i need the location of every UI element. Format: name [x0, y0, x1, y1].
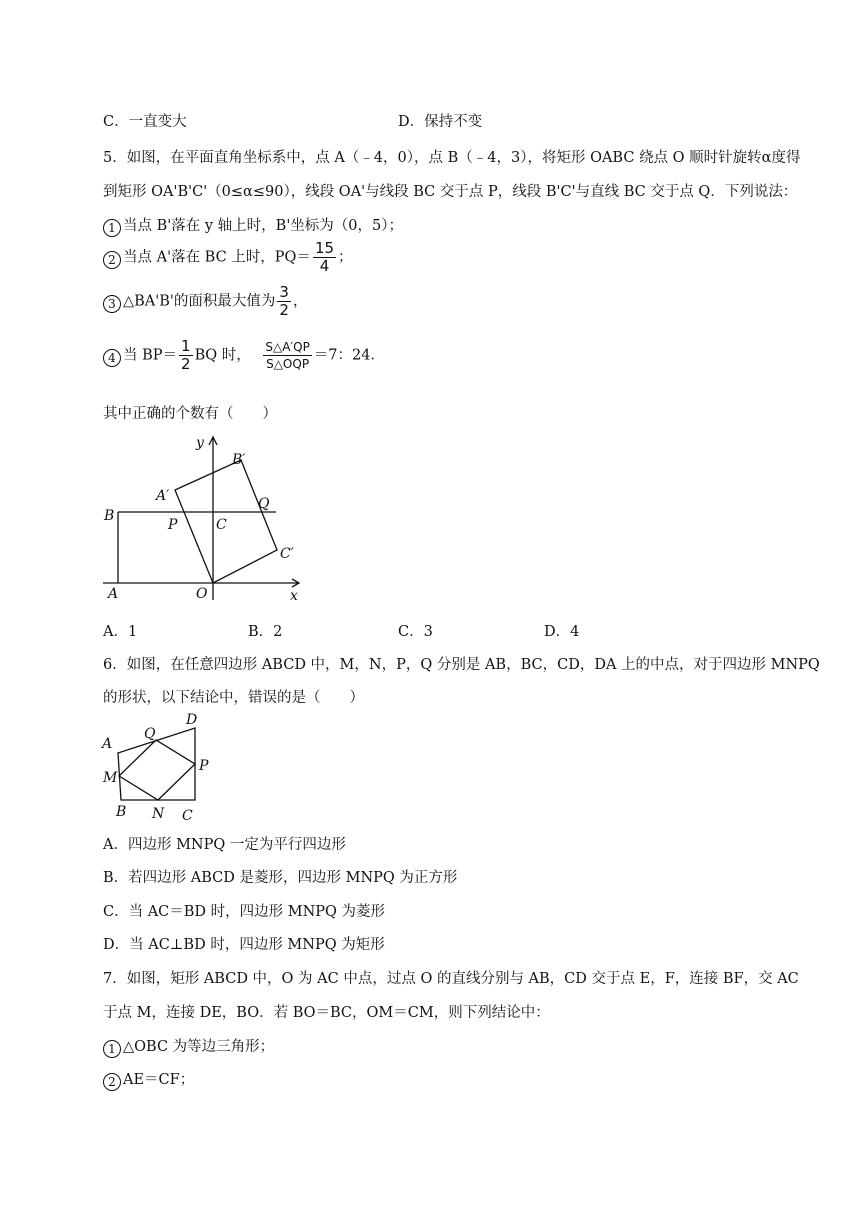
q4-option-c: C．一直变大 — [103, 114, 187, 130]
label-O: O — [196, 586, 208, 602]
fraction — [313, 240, 336, 275]
label-y: y — [196, 435, 204, 451]
denominator: S△OQP — [266, 357, 310, 371]
quadrilateral-ABCD — [118, 728, 195, 800]
q5-coordinate-figure — [98, 430, 313, 605]
circled-number: 2 — [103, 251, 121, 269]
label-A: A — [108, 586, 119, 602]
q6-option-c: C．当 AC＝BD 时，四边形 MNPQ 为菱形 — [103, 904, 386, 920]
q7-statement-1 — [103, 1035, 274, 1058]
q7-stem-line2: 于点 M，连接 DE，BO．若 BO＝BC，OM＝CM，则下列结论中： — [103, 1005, 550, 1021]
numerator: 15 — [314, 239, 335, 257]
label-C-prime: C′ — [280, 546, 294, 562]
statement-text: BQ 时， — [194, 347, 251, 364]
denominator: 2 — [181, 355, 191, 373]
label-M: M — [103, 770, 118, 786]
numerator: S△A′QP — [265, 340, 310, 354]
q5-option-d: D．4 — [544, 624, 580, 640]
label-P: P — [168, 517, 178, 533]
statement-text: ； — [338, 249, 353, 266]
label-Q: Q — [144, 726, 156, 742]
label-A-prime: A′ — [156, 488, 170, 504]
label-B: B — [104, 508, 115, 524]
q5-statement-2 — [103, 240, 353, 275]
label-B: B — [116, 804, 127, 820]
circled-number: 1 — [103, 219, 121, 237]
label-P: P — [199, 758, 209, 774]
statement-text: AE＝CF； — [123, 1072, 195, 1088]
label-Q: Q — [258, 496, 270, 512]
statement-text: ， — [292, 293, 308, 310]
label-A: A — [102, 736, 113, 752]
statement-text: 当点 A'落在 BC 上时，PQ＝ — [123, 249, 311, 266]
statement-text: ＝7：24． — [313, 347, 385, 364]
q6-option-b: B．若四边形 ABCD 是菱形，四边形 MNPQ 为正方形 — [103, 870, 458, 886]
q5-stem-line1: 5．如图，在平面直角坐标系中，点 A（﹣4，0），点 B（﹣4，3），将矩形 OABC 绕点 O 顺时针旋转α度得 — [103, 150, 801, 166]
circled-number: 1 — [103, 1040, 121, 1058]
denominator: 4 — [319, 257, 330, 275]
label-N: N — [152, 806, 165, 822]
q6-stem-line1: 6．如图，在任意四边形 ABCD 中，M，N，P，Q 分别是 AB，BC，CD，DA 上的中点，对于四边形 MNPQ — [103, 657, 820, 673]
statement-text: △OBC 为等边三角形； — [123, 1039, 275, 1055]
fraction — [277, 284, 291, 319]
q5-option-c: C．3 — [398, 624, 433, 640]
label-C: C — [182, 808, 193, 824]
q6-quadrilateral-figure — [98, 708, 218, 826]
denominator: 2 — [279, 301, 289, 319]
area-ratio-fraction — [263, 339, 311, 372]
q4-option-d: D．保持不变 — [398, 114, 483, 130]
q5-stem-line2: 到矩形 OA'B'C'（0≤α≤90），线段 OA'与线段 BC 交于点 P，线段 B'C'与直线 BC 交于点 Q．下列说法： — [103, 184, 798, 200]
circled-number: 2 — [103, 1073, 121, 1091]
statement-text: 当点 B'落在 y 轴上时，B'坐标为（0，5）； — [123, 218, 404, 234]
q5-prompt: 其中正确的个数有（ ） — [103, 406, 277, 422]
q7-stem-line1: 7．如图，矩形 ABCD 中，O 为 AC 中点，过点 O 的直线分别与 AB，CD 交于点 E，F，连接 BF，交 AC — [103, 971, 799, 987]
circled-number: 3 — [103, 295, 121, 313]
q5-option-b: B．2 — [248, 624, 283, 640]
q7-statement-2 — [103, 1068, 194, 1091]
label-B-prime: B′ — [232, 452, 246, 468]
label-C: C — [216, 517, 227, 533]
q5-option-a: A．1 — [103, 624, 138, 640]
numerator: 3 — [279, 283, 289, 301]
label-x: x — [290, 588, 298, 604]
statement-text: △BA'B'的面积最大值为 — [123, 293, 276, 310]
q5-statement-1 — [103, 214, 403, 237]
numerator: 1 — [181, 337, 191, 355]
label-D: D — [186, 712, 198, 728]
q5-statement-3 — [103, 284, 307, 319]
q6-option-d: D．当 AC⊥BD 时，四边形 MNPQ 为矩形 — [103, 937, 385, 953]
q6-option-a: A．四边形 MNPQ 一定为平行四边形 — [103, 837, 346, 853]
q5-statement-4 — [103, 338, 385, 373]
q6-stem-line2: 的形状，以下结论中，错误的是（ ） — [103, 690, 364, 706]
statement-text: 当 BP＝ — [123, 347, 178, 364]
circled-number: 4 — [103, 349, 121, 367]
fraction — [179, 338, 193, 373]
